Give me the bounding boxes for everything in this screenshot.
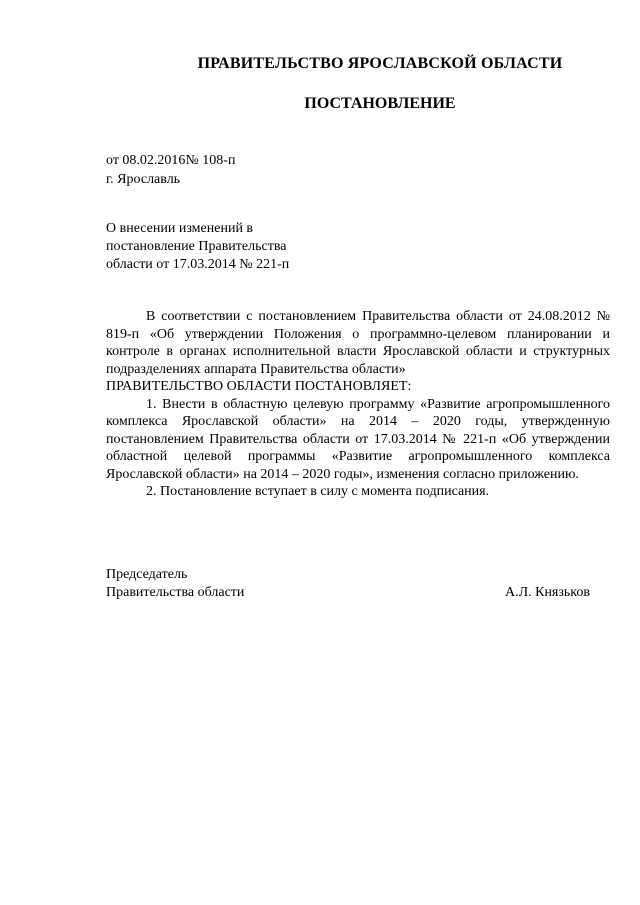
document-body (106, 308, 610, 501)
decree-line: ПРАВИТЕЛЬСТВО ОБЛАСТИ ПОСТАНОВЛЯЕТ: (106, 379, 412, 394)
signature-row (106, 584, 590, 602)
subject-line: постановление Правительства (106, 239, 287, 254)
subject-line: области от 17.03.2014 № 221-п (106, 257, 290, 272)
government-title: ПРАВИТЕЛЬСТВО ЯРОСЛАВСКОЙ ОБЛАСТИ (197, 55, 563, 72)
document-subject (106, 220, 289, 274)
subject-line: О внесении изменений в (106, 221, 254, 236)
item-1-paragraph: 1. Внести в областную целевую программу «Развитие агропромышленного комплекса Ярославской области» на 2014 – 2020 годы, утвержденную постановлением Правительства области от 17.03.2014 № 221-п «Об утверждении областной целевой программы «Развитие агропромышленного комплекса Ярославской области» на 2014 – 2020 годы», изменения согласно приложению. (106, 396, 610, 482)
preamble-paragraph: В соответствии с постановлением Правительства области от 24.08.2012 № 819-п «Об утверждении Положения о программно-целевом планировании и контроле в органах исполнительной власти Ярославской области и структурных подразделениях аппарата Правительства области» (106, 309, 610, 377)
signatory-title-line2: Правительства области (106, 585, 245, 600)
date-number: от 08.02.2016№ 108-п (106, 153, 236, 168)
city: г. Ярославль (106, 172, 181, 187)
signatory-name: А.Л. Князьков (505, 585, 590, 600)
signature-block (106, 566, 590, 602)
item-2-paragraph: 2. Постановление вступает в силу с момента подписания. (146, 484, 490, 499)
document-type: ПОСТАНОВЛЕНИЕ (304, 95, 456, 112)
signatory-title-line1: Председатель (106, 567, 188, 582)
document-meta (106, 151, 235, 189)
